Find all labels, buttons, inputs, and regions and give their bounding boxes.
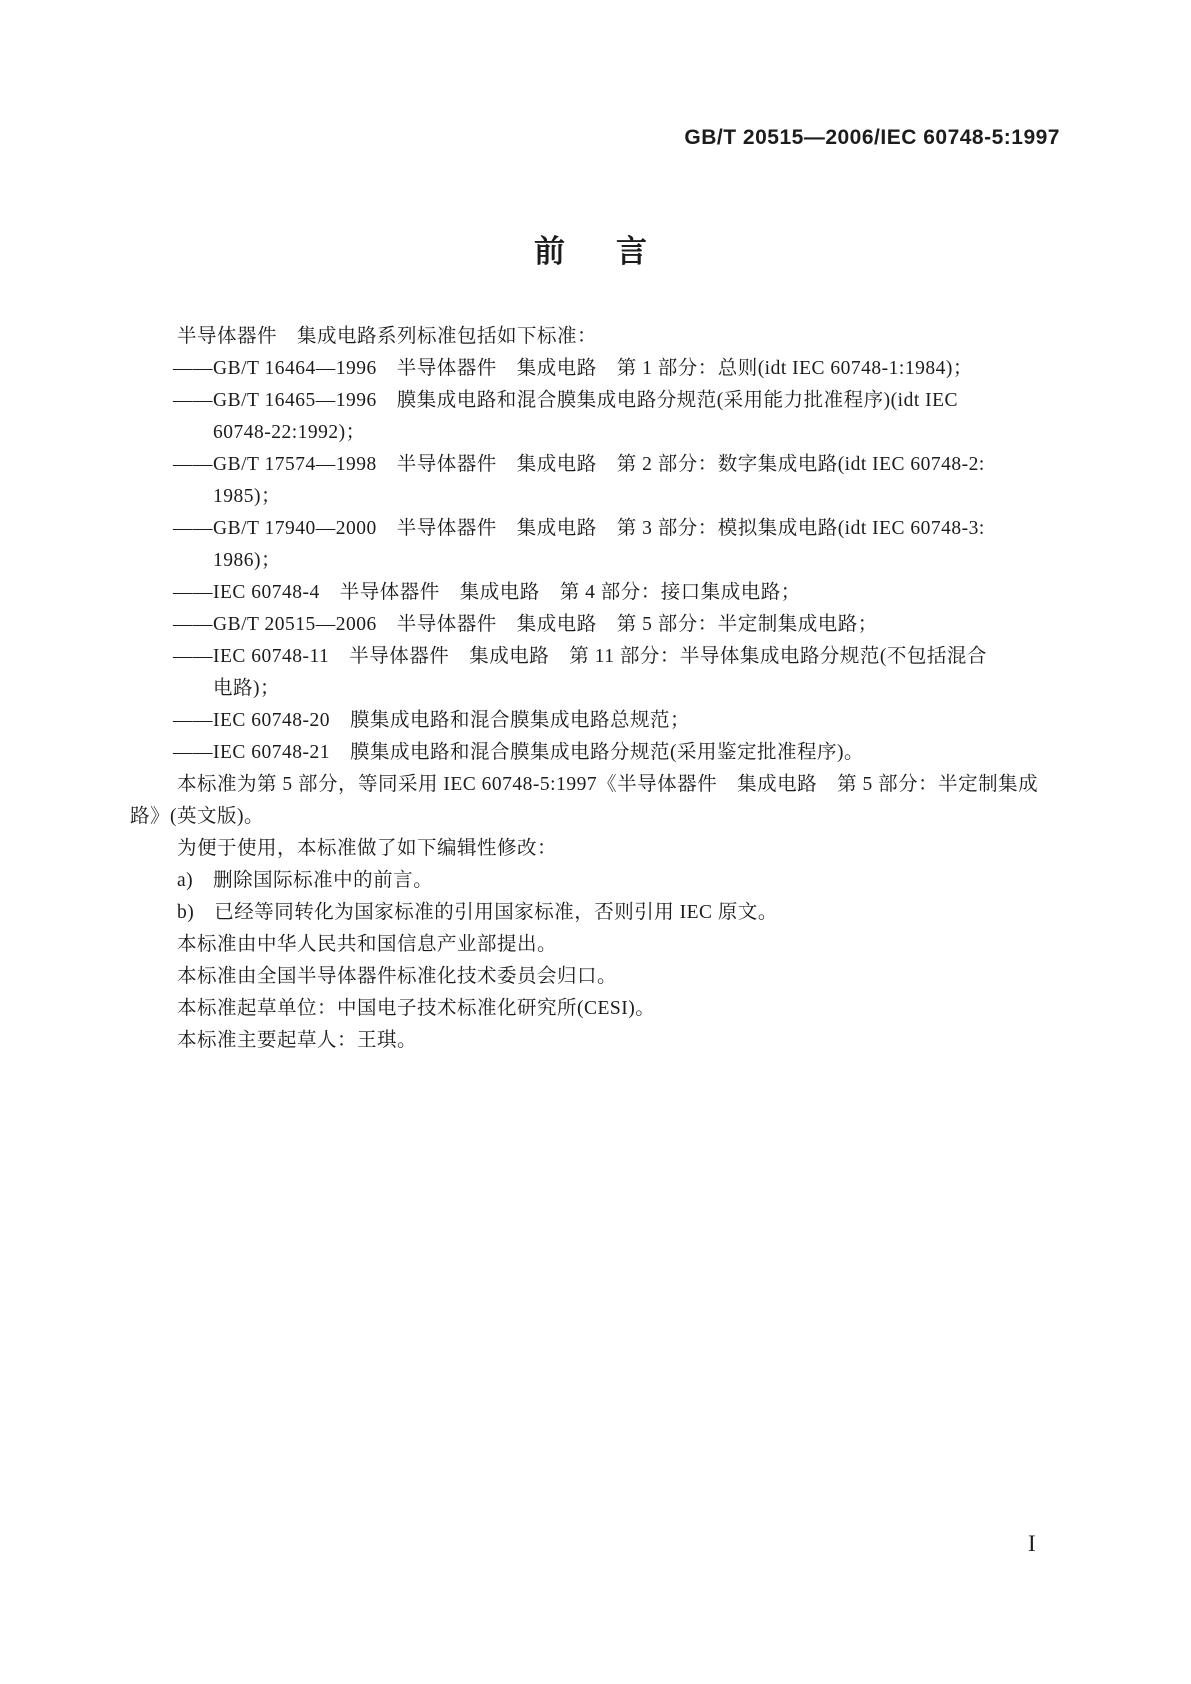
paragraph-line: 本标准主要起草人：王琪。 <box>177 1030 418 1051</box>
paragraph-line: 为便于使用，本标准做了如下编辑性修改： <box>177 838 558 859</box>
list-item: ——GB/T 20515—2006 半导体器件 集成电路 第 5 部分：半定制集成电路； <box>173 614 878 635</box>
paragraph-line: 本标准由全国半导体器件标准化技术委员会归口。 <box>177 966 618 987</box>
list-item: ——IEC 60748-11 半导体器件 集成电路 第 11 部分：半导体集成电路分规范(不包括混合 <box>173 646 987 667</box>
list-item-wrap: 1985)； <box>213 486 281 507</box>
paragraph-line: 本标准起草单位：中国电子技术标准化研究所(CESI)。 <box>177 998 656 1019</box>
edit-note-b: b) 已经等同转化为国家标准的引用国家标准，否则引用 IEC 原文。 <box>177 902 778 923</box>
paragraph-wrap: 路》(英文版)。 <box>130 806 264 827</box>
list-item: ——IEC 60748-4 半导体器件 集成电路 第 4 部分：接口集成电路； <box>173 582 801 603</box>
list-item: ——IEC 60748-21 膜集成电路和混合膜集成电路分规范(采用鉴定批准程序)。 <box>173 742 865 763</box>
standard-number-header: GB/T 20515—2006/IEC 60748-5:1997 <box>684 126 1060 149</box>
list-item: ——GB/T 16465—1996 膜集成电路和混合膜集成电路分规范(采用能力批准程序)(idt IEC <box>173 390 959 411</box>
list-item: ——IEC 60748-20 膜集成电路和混合膜集成电路总规范； <box>173 710 691 731</box>
document-body <box>130 321 1080 1057</box>
page-title: 前 言 <box>534 234 657 269</box>
intro-line: 半导体器件 集成电路系列标准包括如下标准： <box>177 326 598 347</box>
list-item-wrap: 1986)； <box>213 550 281 571</box>
paragraph-line: 本标准由中华人民共和国信息产业部提出。 <box>177 934 558 955</box>
list-item: ——GB/T 17940—2000 半导体器件 集成电路 第 3 部分：模拟集成电路(idt IEC 60748-3: <box>173 518 985 539</box>
edit-note-a: a) 删除国际标准中的前言。 <box>177 870 434 891</box>
page-number: I <box>1028 1531 1036 1556</box>
list-item-wrap: 60748-22:1992)； <box>213 422 366 443</box>
list-item: ——GB/T 17574—1998 半导体器件 集成电路 第 2 部分：数字集成电路(idt IEC 60748-2: <box>173 454 985 475</box>
list-item-wrap: 电路)； <box>213 678 280 699</box>
list-item: ——GB/T 16464—1996 半导体器件 集成电路 第 1 部分：总则(idt IEC 60748-1:1984)； <box>173 358 973 379</box>
paragraph-line: 本标准为第 5 部分，等同采用 IEC 60748-5:1997《半导体器件 集成电路 第 5 部分：半定制集成 <box>177 774 1039 795</box>
